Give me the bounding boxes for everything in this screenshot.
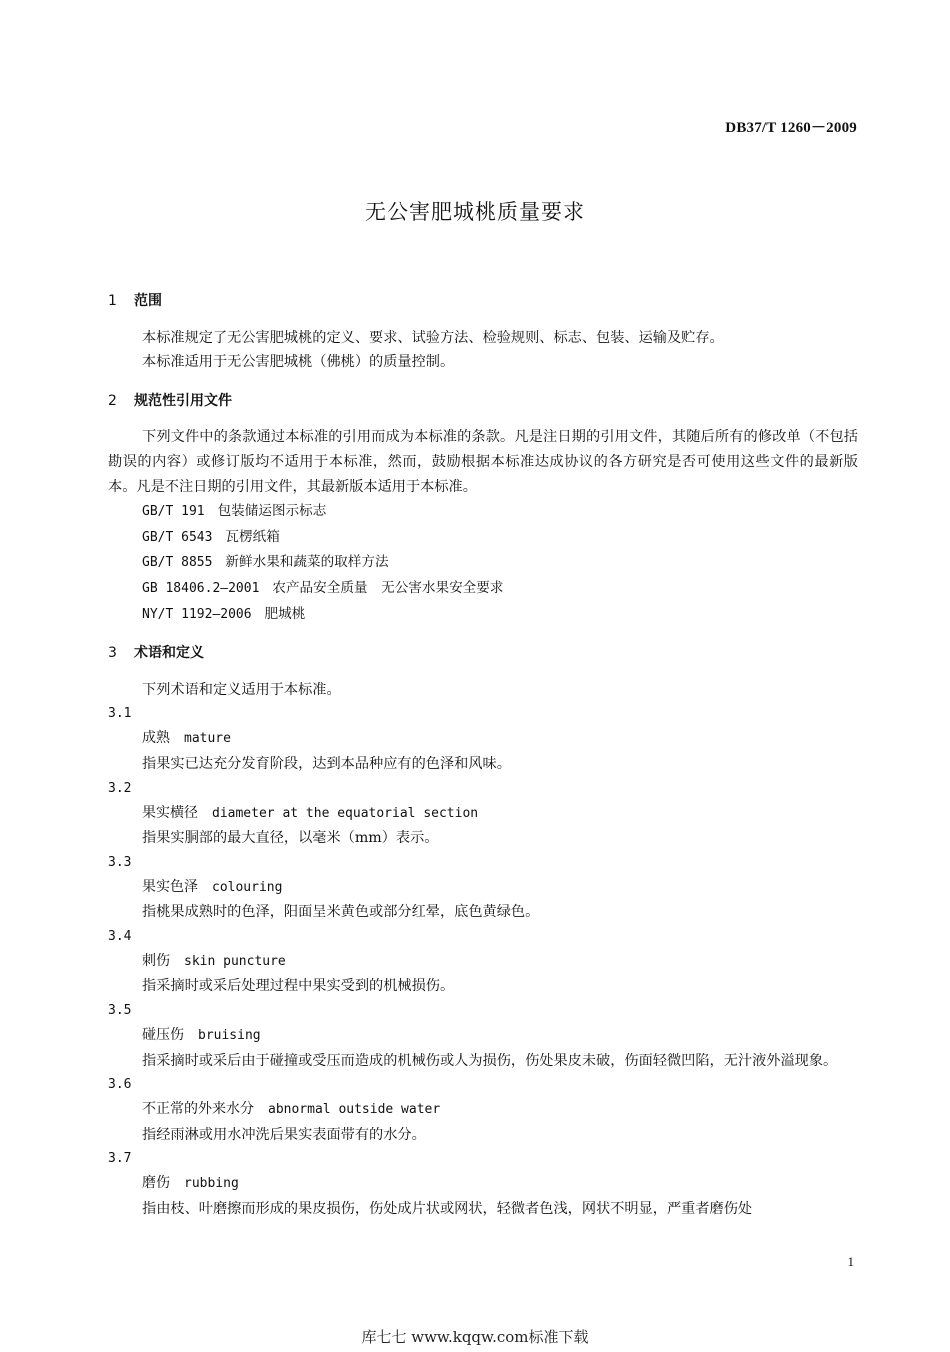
term-definition: 指桃果成熟时的色泽，阳面呈米黄色或部分红晕，底色黄绿色。 (142, 904, 540, 921)
reference-name: 肥城桃 (264, 605, 306, 622)
section-heading-normative-references (108, 389, 858, 414)
reference-code: GB/T 8855 (142, 555, 213, 571)
paragraph: 下列术语和定义适用于本标准。 (142, 681, 341, 698)
term-en: mature (184, 731, 231, 747)
paragraph: 本标准规定了无公害肥城桃的定义、要求、试验方法、检验规则、标志、包装、运输及贮存。 (142, 329, 724, 346)
term-name (108, 1097, 858, 1123)
term-cn: 果实色泽 (142, 878, 198, 895)
paragraph: 下列文件中的条款通过本标准的引用而成为本标准的条款。凡是注日期的引用文件，其随后所有的修改单（不包括勘误的内容）或修订版均不适用于本标准，然而，鼓励根据本标准达成协议的各方研究是否可使用这些文件的最新版本。凡是不注日期的引用文件，其最新版本适用于本标准。 (108, 429, 858, 495)
reference-code: NY/T 1192—2006 (142, 606, 252, 622)
term-number: 3.1 (108, 706, 132, 722)
section-title: 术语和定义 (134, 645, 204, 662)
term-name (108, 726, 858, 752)
reference-item (108, 499, 858, 525)
section-title: 规范性引用文件 (134, 392, 232, 409)
term-number: 3.7 (108, 1151, 132, 1167)
term-en: bruising (198, 1028, 261, 1044)
document-body (108, 287, 858, 1222)
term-number: 3.4 (108, 928, 132, 944)
term-definition: 指果实胴部的最大直径，以毫米（mm）表示。 (142, 830, 439, 847)
term-definition: 指采摘时或采后处理过程中果实受到的机械损伤。 (142, 978, 455, 995)
reference-name: 农产品安全质量 无公害水果安全要求 (272, 579, 504, 596)
term-number: 3.6 (108, 1077, 132, 1093)
term-cn: 磨伤 (142, 1175, 170, 1192)
standard-code: DB37/T 1260－2009 (725, 120, 857, 136)
section-heading-terms-and-definitions (108, 641, 858, 666)
term-en: colouring (212, 879, 283, 895)
term-definition: 指经雨淋或用水冲洗后果实表面带有的水分。 (142, 1126, 426, 1143)
paragraph: 本标准适用于无公害肥城桃（佛桃）的质量控制。 (142, 354, 455, 371)
term-number: 3.3 (108, 854, 132, 870)
section-number: 2 (108, 392, 117, 409)
reference-code: GB/T 191 (142, 504, 205, 520)
document-title: 无公害肥城桃质量要求 (365, 200, 585, 224)
section-number: 1 (108, 293, 117, 309)
section-heading-scope (108, 289, 858, 314)
reference-item (108, 602, 858, 628)
term-name (108, 875, 858, 901)
term-definition: 指采摘时或采后由于碰撞或受压而造成的机械伤或人为损伤，伤处果皮未破，伤面轻微凹陷，无汁液外溢现象。 (142, 1052, 838, 1069)
reference-name: 新鲜水果和蔬菜的取样方法 (225, 554, 389, 571)
term-definition: 指果实已达充分发育阶段，达到本品种应有的色泽和风味。 (142, 755, 511, 772)
reference-item (108, 550, 858, 576)
reference-name: 瓦楞纸箱 (225, 528, 280, 545)
term-name (108, 1171, 858, 1197)
section-number: 3 (108, 645, 117, 662)
term-cn: 刺伤 (142, 952, 170, 969)
term-cn: 碰压伤 (142, 1027, 184, 1044)
term-en: rubbing (184, 1176, 239, 1192)
term-definition: 指由枝、叶磨擦而形成的果皮损伤，伤处成片状或网状，轻微者色浅，网状不明显，严重者磨伤处 (142, 1201, 753, 1218)
term-cn: 成熟 (142, 730, 170, 747)
reference-code: GB/T 6543 (142, 529, 213, 545)
term-en: abnormal outside water (268, 1102, 441, 1118)
footer-watermark: 库七七 www.kqqw.com标准下载 (361, 1328, 589, 1346)
reference-code: GB 18406.2—2001 (142, 580, 260, 596)
term-name (108, 801, 858, 827)
reference-item (108, 525, 858, 551)
term-cn: 不正常的外来水分 (142, 1101, 254, 1118)
reference-name: 包装储运图示标志 (217, 503, 327, 520)
term-name (108, 1023, 858, 1049)
term-en: diameter at the equatorial section (212, 805, 479, 821)
term-name (108, 949, 858, 975)
term-en: skin puncture (184, 953, 286, 969)
page-number: 1 (847, 1254, 854, 1269)
term-number: 3.2 (108, 780, 132, 796)
reference-item (108, 576, 858, 602)
section-title: 范围 (134, 293, 162, 309)
term-cn: 果实横径 (142, 804, 198, 821)
term-number: 3.5 (108, 1003, 132, 1019)
